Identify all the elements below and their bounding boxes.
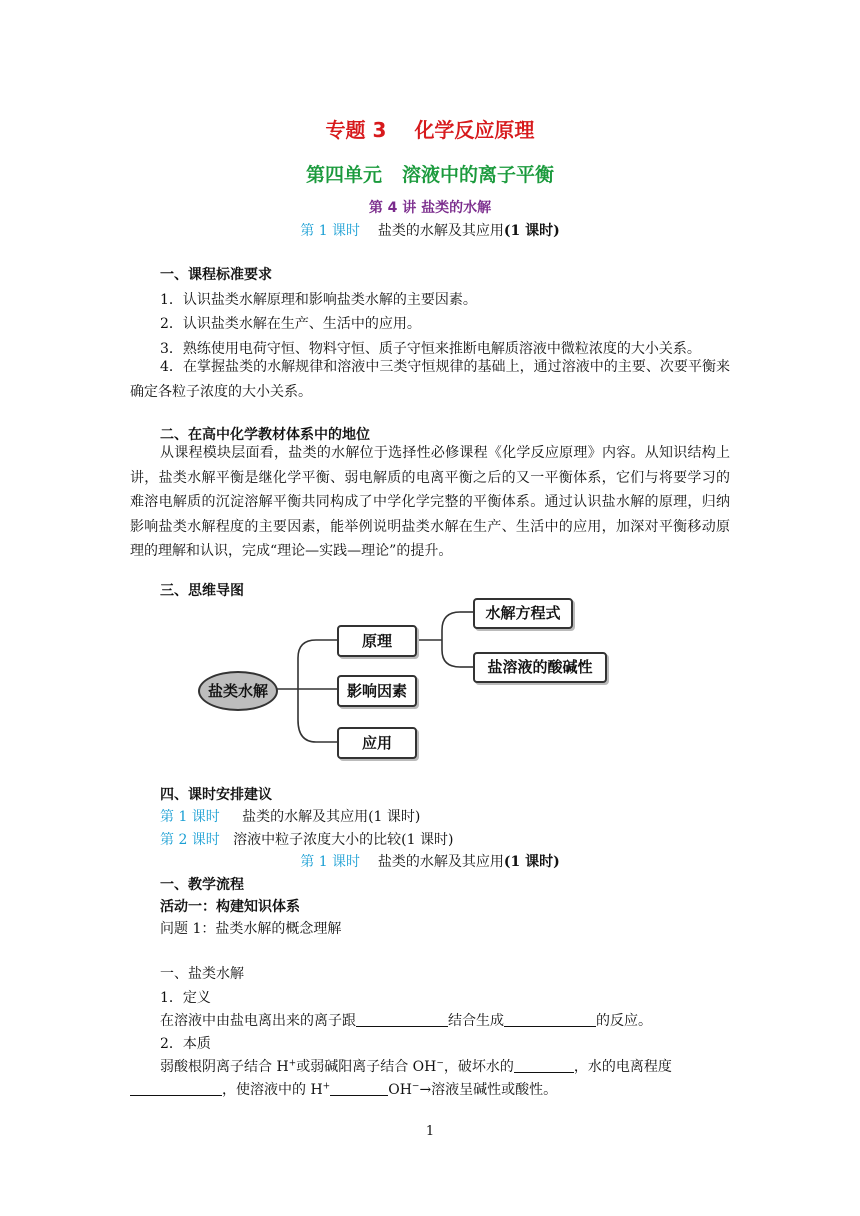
topic-number: 专题 3 xyxy=(325,118,387,142)
blank[interactable] xyxy=(504,1012,596,1027)
nature-text-line-2: ，使溶液中的 H+ OH−→溶液呈碱性或酸性。 xyxy=(130,1079,557,1099)
unit-number: 第四单元 xyxy=(305,164,382,186)
lesson-name: 盐类的水解及其应用 xyxy=(377,223,504,239)
sub-heading-hydrolysis: 一、盐类水解 xyxy=(160,966,244,982)
section-1-item-4: 4．在掌握盐类的水解规律和溶液中三类守恒规律的基础上，通过溶液中的主要、次要平衡来确定各粒子浓度的大小关系。 xyxy=(130,359,730,400)
lesson-1-heading xyxy=(0,851,860,871)
lecture-title: 第 4 讲 盐类的水解 xyxy=(368,200,492,216)
lesson-title xyxy=(0,220,860,240)
lesson-1-label: 第 1 课时 xyxy=(300,854,361,870)
section-1-item-2: 2．认识盐类水解在生产、生活中的应用。 xyxy=(160,316,421,332)
mindmap-leaf-acidity: 盐溶液的酸碱性 xyxy=(473,652,607,683)
activity-heading: 活动一：构建知识体系 xyxy=(160,899,300,915)
lesson-1-name: 盐类的水解及其应用 xyxy=(377,854,504,870)
flow-heading: 一、教学流程 xyxy=(160,877,244,893)
schedule-row-1-label: 第 1 课时 xyxy=(160,809,220,825)
schedule-row-1-text: 盐类的水解及其应用(1 课时) xyxy=(242,809,421,825)
mindmap-branch-application: 应用 xyxy=(337,727,417,759)
schedule-row-2-label: 第 2 课时 xyxy=(160,832,220,848)
mindmap-branch-principle: 原理 xyxy=(337,625,417,657)
question-1: 问题 1：盐类水解的概念理解 xyxy=(160,921,342,937)
page-number: 1 xyxy=(425,1124,435,1139)
section-2-body: 从课程模块层面看，盐类的水解位于选择性必修课程《化学反应原理》内容。从知识结构上讲，盐类水解平衡是继化学平衡、弱电解质的电离平衡之后的又一平衡体系，它们与将要学习的难溶电解质的沉淀溶解平衡共同构成了中学化学完整的平衡体系。通过认识盐水解的原理，归纳影响盐类水解程度的主要因素，能举例说明盐类水解在生产、生活中的应用，加深对平衡移动原理的理解和认识，完成“理论—实践—理论”的提升。 xyxy=(130,445,730,559)
mindmap-branch-factors: 影响因素 xyxy=(337,675,417,707)
unit-title xyxy=(0,160,860,187)
unit-name: 溶液中的离子平衡 xyxy=(402,164,555,186)
definition-text: 在溶液中由盐电离出来的离子跟 结合生成 的反应。 xyxy=(160,1013,652,1029)
lesson-hours: (1 课时) xyxy=(503,223,560,239)
definition-label: 1．定义 xyxy=(160,990,211,1006)
blank[interactable] xyxy=(330,1081,388,1096)
blank[interactable] xyxy=(356,1012,448,1027)
lesson-label: 第 1 课时 xyxy=(300,223,361,239)
topic-name: 化学反应原理 xyxy=(414,118,535,142)
schedule-row-2-text: 溶液中粒子浓度大小的比较(1 课时) xyxy=(233,832,454,848)
topic-title xyxy=(0,114,860,143)
blank[interactable] xyxy=(130,1081,222,1096)
section-1-heading: 一、课程标准要求 xyxy=(160,267,272,283)
section-3-heading: 三、思维导图 xyxy=(160,583,244,599)
mindmap-root: 盐类水解 xyxy=(198,671,278,711)
schedule-row-2 xyxy=(160,829,453,849)
section-1-item-1: 1．认识盐类水解原理和影响盐类水解的主要因素。 xyxy=(160,292,477,308)
blank[interactable] xyxy=(514,1058,574,1073)
section-1-item-3: 3．熟练使用电荷守恒、物料守恒、质子守恒来推断电解质溶液中微粒浓度的大小关系。 xyxy=(160,341,701,357)
mindmap-leaf-equation: 水解方程式 xyxy=(473,598,573,629)
section-2-heading: 二、在高中化学教材体系中的地位 xyxy=(160,427,370,443)
nature-label: 2．本质 xyxy=(160,1036,211,1052)
nature-text-line-1: 弱酸根阴离子结合 H+或弱碱阳离子结合 OH−，破坏水的 ，水的电离程度 xyxy=(160,1058,672,1075)
lesson-1-hours: (1 课时) xyxy=(503,854,560,870)
section-4-heading: 四、课时安排建议 xyxy=(160,787,272,803)
schedule-row-1 xyxy=(160,806,420,826)
